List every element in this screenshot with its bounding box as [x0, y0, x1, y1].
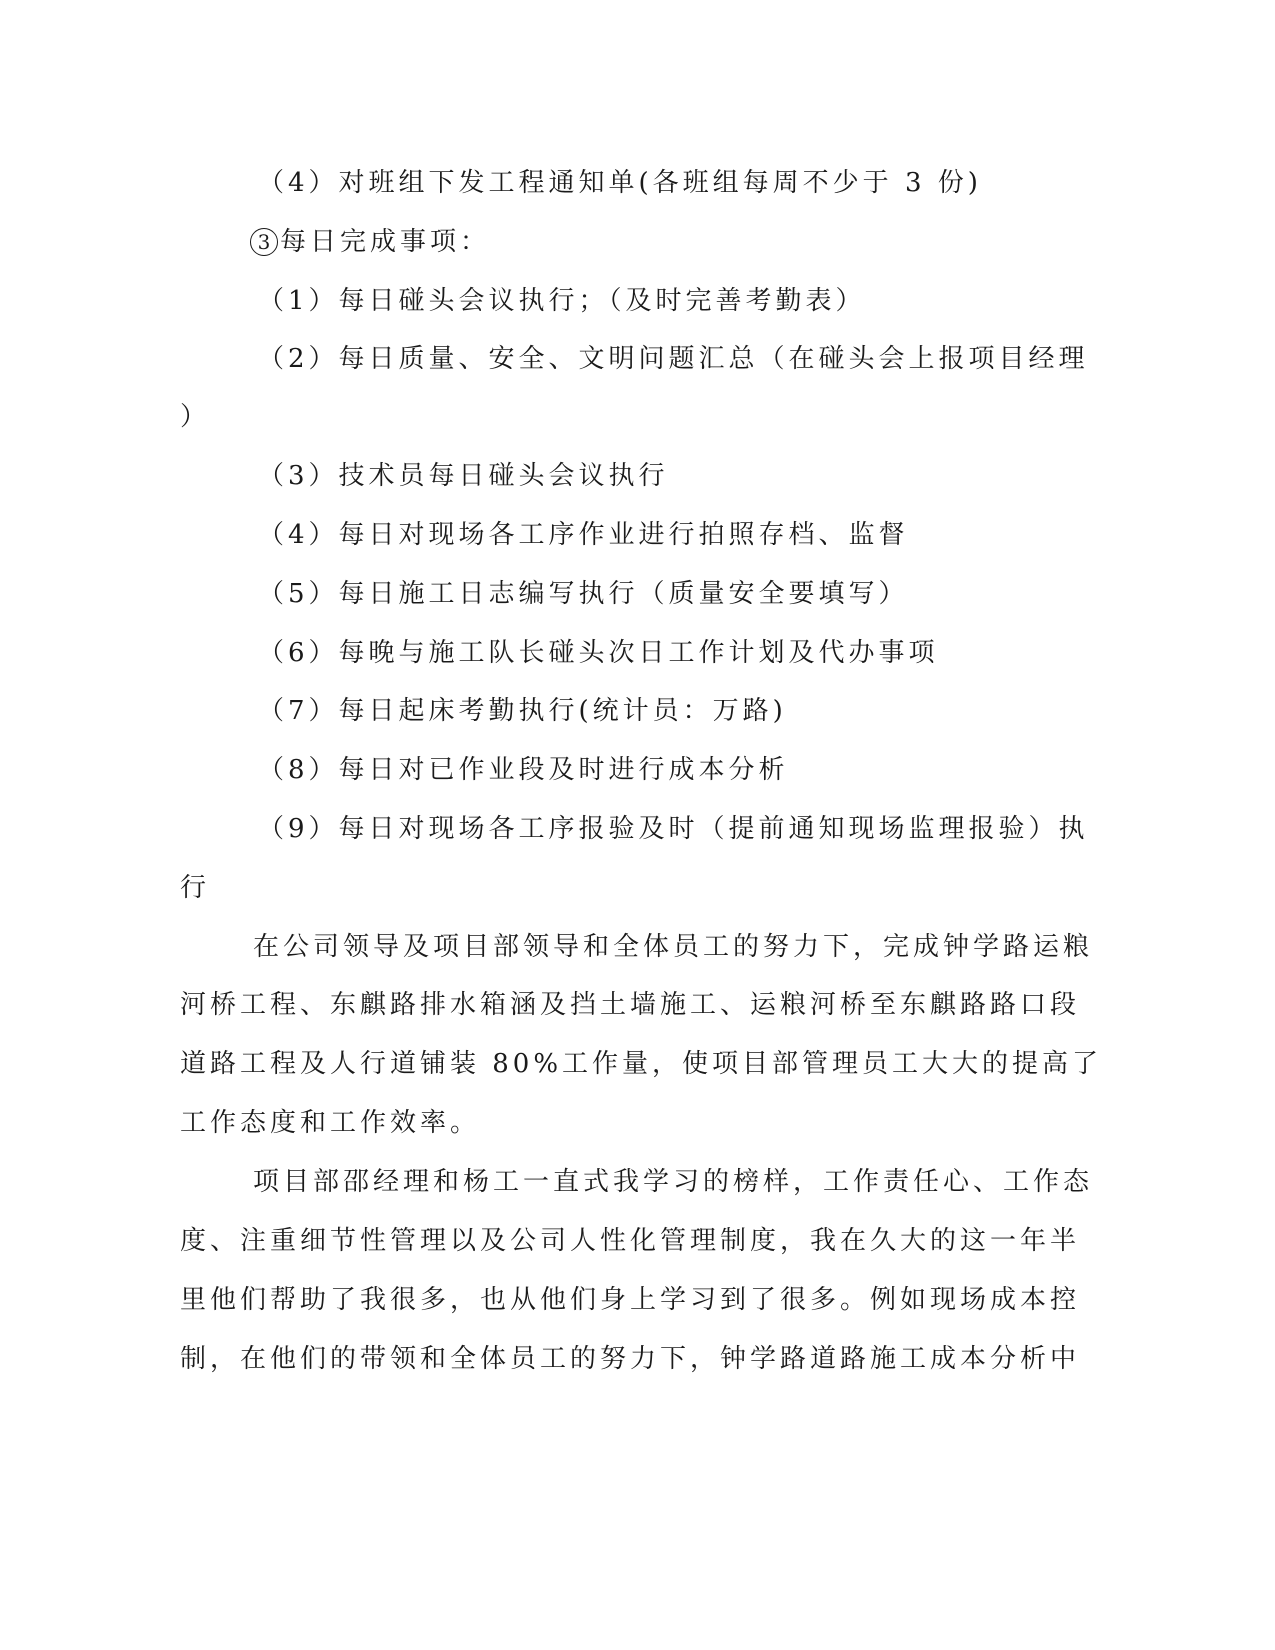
- paragraph-line: 在公司领导及项目部领导和全体员工的努力下，完成钟学路运粮: [253, 932, 1094, 962]
- paragraph-line: （4）对班组下发工程通知单(各班组每周不少于 3 份): [258, 168, 982, 198]
- list-item: （6）每晚与施工队长碰头次日工作计划及代办事项: [258, 638, 939, 668]
- list-item: （3）技术员每日碰头会议执行: [258, 461, 669, 491]
- paragraph-line: 制，在他们的带领和全体员工的努力下，钟学路道路施工成本分析中: [180, 1344, 1081, 1374]
- list-item: （8）每日对已作业段及时进行成本分析: [258, 755, 789, 785]
- paragraph-line: 河桥工程、东麒路排水箱涵及挡土墙施工、运粮河桥至东麒路路口段: [180, 990, 1081, 1020]
- list-item: （2）每日质量、安全、文明问题汇总（在碰头会上报项目经理: [258, 344, 1089, 374]
- list-item: （7）每日起床考勤执行(统计员：万路): [258, 696, 787, 726]
- list-item-continuation: ）: [180, 402, 211, 432]
- section-heading: [250, 225, 490, 259]
- list-item: （1）每日碰头会议执行；（及时完善考勤表）: [258, 286, 866, 316]
- paragraph-line: 道路工程及人行道铺装 80%工作量，使项目部管理员工大大的提高了: [180, 1049, 1103, 1079]
- list-item: （4）每日对现场各工序作业进行拍照存档、监督: [258, 520, 909, 550]
- list-item: （5）每日施工日志编写执行（质量安全要填写）: [258, 579, 909, 609]
- paragraph-line: 工作态度和工作效率。: [180, 1108, 481, 1138]
- paragraph-line: 项目部邵经理和杨工一直式我学习的榜样，工作责任心、工作态: [253, 1167, 1094, 1197]
- list-item: （9）每日对现场各工序报验及时（提前通知现场监理报验）执: [258, 814, 1089, 844]
- paragraph-line: 里他们帮助了我很多，也从他们身上学习到了很多。例如现场成本控: [180, 1285, 1081, 1315]
- section-heading-text: 每日完成事项：: [280, 227, 491, 257]
- paragraph-line: 度、注重细节性管理以及公司人性化管理制度，我在久大的这一年半: [180, 1226, 1081, 1256]
- circled-number-marker: 3: [250, 228, 278, 256]
- list-item-continuation: 行: [180, 873, 211, 903]
